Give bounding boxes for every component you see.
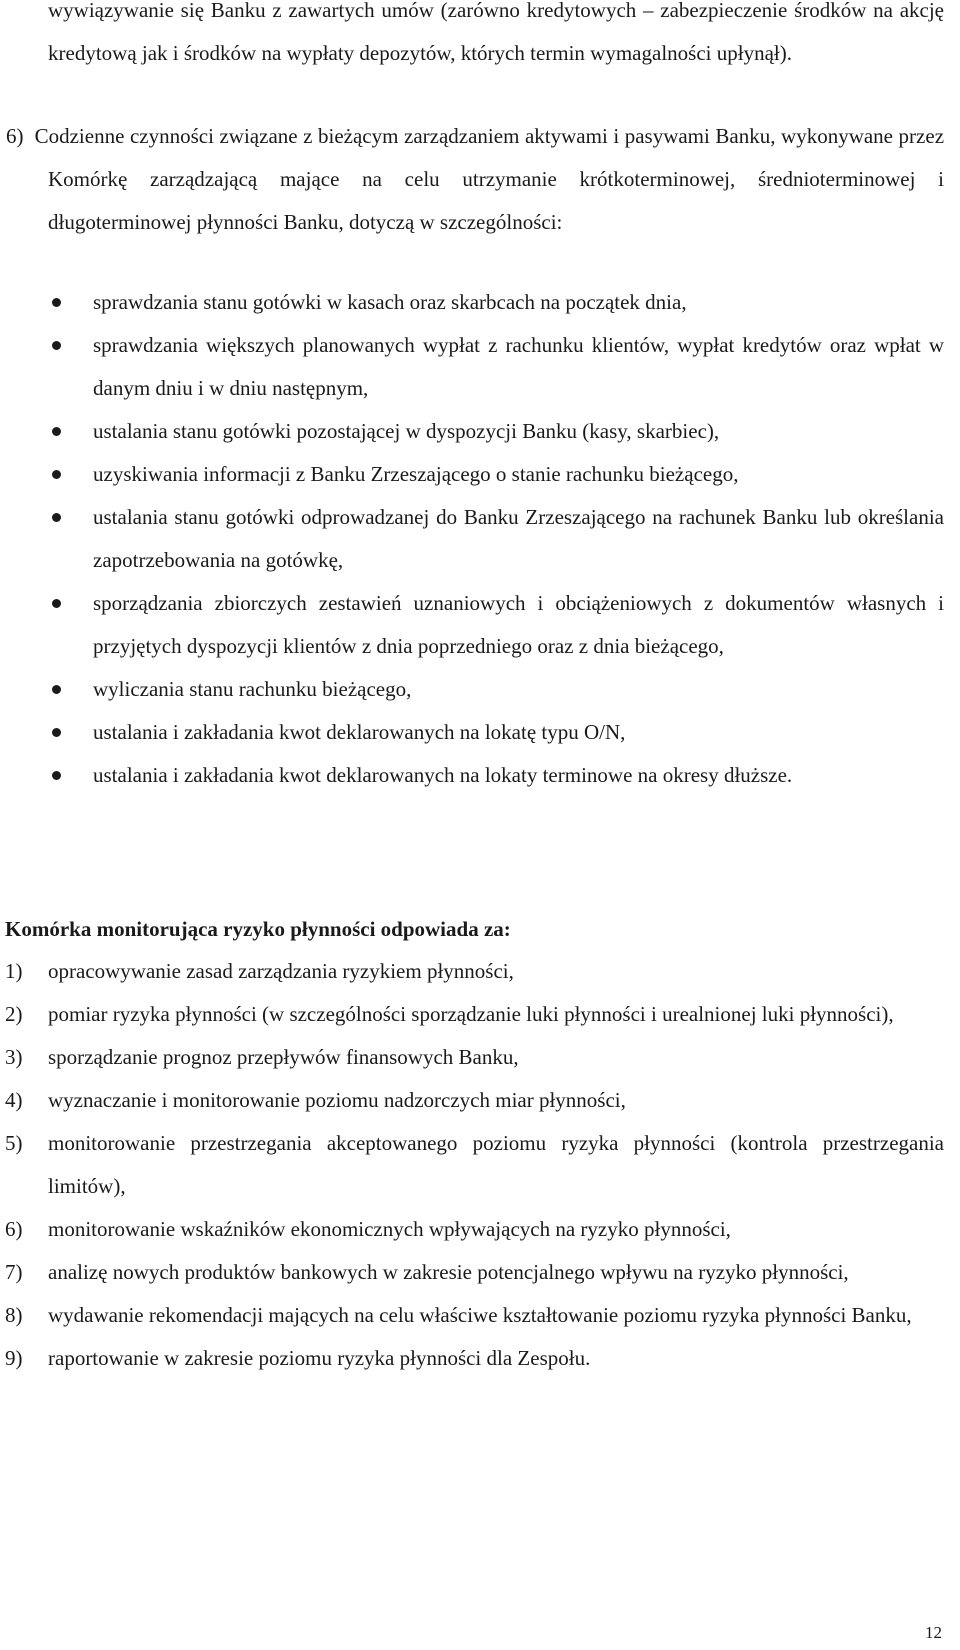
- numbered-item: [0, 1079, 960, 1122]
- bullet-text: ustalania stanu gotówki odprowadzanej do Banku Zrzeszającego na rachunek Banku lub określania zapotrzebowania na gotówkę,: [93, 505, 944, 572]
- item-number: 6): [5, 1217, 23, 1241]
- intro-paragraph: wywiązywanie się Banku z zawartych umów (zarówno kredytowych – zabezpieczenie środków na akcję kredytową jak i środków na wypłaty depozytów, których termin wymagalności upłynął).: [48, 0, 944, 65]
- numbered-item: [0, 1294, 960, 1337]
- item-6-text: Codzienne czynności związane z bieżącym zarządzaniem aktywami i pasywami Banku, wykonywane przez Komórkę zarządzającą mające na celu utrzymanie krótkoterminowej, średnioterminowej i długoterminowej płynności Banku, dotyczą w szczególności:: [34, 124, 945, 234]
- bullet-text: uzyskiwania informacji z Banku Zrzeszającego o stanie rachunku bieżącego,: [93, 462, 739, 486]
- numbered-list: [0, 950, 960, 1380]
- bullet-icon: [52, 513, 61, 522]
- bullet-item: [0, 668, 960, 711]
- bullet-item: [0, 281, 960, 324]
- numbered-item: [0, 1337, 960, 1380]
- bullet-item: [0, 453, 960, 496]
- bullet-icon: [52, 470, 61, 479]
- page-number: 12: [925, 1623, 942, 1642]
- bullet-item: [0, 754, 960, 797]
- item-number: 8): [5, 1303, 23, 1327]
- bullet-icon: [52, 341, 61, 350]
- item-text: opracowywanie zasad zarządzania ryzykiem płynności,: [48, 959, 514, 983]
- numbered-item: [0, 1251, 960, 1294]
- bullet-item: [0, 324, 960, 410]
- bullet-text: ustalania stanu gotówki pozostającej w dyspozycji Banku (kasy, skarbiec),: [93, 419, 720, 443]
- item-text: wydawanie rekomendacji mających na celu właściwe kształtowanie poziomu ryzyka płynności Banku,: [48, 1303, 912, 1327]
- bullet-icon: [52, 427, 61, 436]
- bullet-icon: [52, 728, 61, 737]
- bullet-text: ustalania i zakładania kwot deklarowanych na lokatę typu O/N,: [93, 720, 626, 744]
- item-number: 7): [5, 1260, 23, 1284]
- item-number: 4): [5, 1088, 23, 1112]
- item-number: 5): [5, 1131, 23, 1155]
- numbered-item: [0, 950, 960, 993]
- bullet-text: wyliczania stanu rachunku bieżącego,: [93, 677, 412, 701]
- item-text: raportowanie w zakresie poziomu ryzyka płynności dla Zespołu.: [48, 1346, 591, 1370]
- bullet-text: ustalania i zakładania kwot deklarowanych na lokaty terminowe na okresy dłuższe.: [93, 763, 793, 787]
- bullet-text: sprawdzania stanu gotówki w kasach oraz skarbcach na początek dnia,: [93, 290, 687, 314]
- bullet-item: [0, 582, 960, 668]
- numbered-item: [0, 993, 960, 1036]
- bullet-icon: [52, 771, 61, 780]
- item-text: sporządzanie prognoz przepływów finansowych Banku,: [48, 1045, 519, 1069]
- bullet-item: [0, 711, 960, 754]
- numbered-item: [0, 1208, 960, 1251]
- bullet-item: [0, 410, 960, 453]
- item-number: 1): [5, 959, 23, 983]
- item-text: analizę nowych produktów bankowych w zakresie potencjalnego wpływu na ryzyko płynności,: [48, 1260, 849, 1284]
- item-number: 3): [5, 1045, 23, 1069]
- item-6-number: 6): [6, 124, 24, 148]
- item-text: monitorowanie przestrzegania akceptowanego poziomu ryzyka płynności (kontrola przestrzegania limitów),: [48, 1131, 944, 1198]
- item-text: monitorowanie wskaźników ekonomicznych wpływających na ryzyko płynności,: [48, 1217, 731, 1241]
- bullet-icon: [52, 685, 61, 694]
- item-text: wyznaczanie i monitorowanie poziomu nadzorczych miar płynności,: [48, 1088, 626, 1112]
- bullet-list: [0, 281, 960, 797]
- section-heading: Komórka monitorująca ryzyko płynności odpowiada za:: [5, 917, 511, 941]
- bullet-item: [0, 496, 960, 582]
- bullet-icon: [52, 599, 61, 608]
- item-number: 9): [5, 1346, 23, 1370]
- bullet-text: sporządzania zbiorczych zestawień uznaniowych i obciążeniowych z dokumentów własnych i przyjętych dyspozycji klientów z dnia poprzedniego oraz z dnia bieżącego,: [93, 591, 944, 658]
- item-6-paragraph: [6, 115, 945, 244]
- bullet-text: sprawdzania większych planowanych wypłat z rachunku klientów, wypłat kredytów oraz wpłat w danym dniu i w dniu następnym,: [93, 333, 944, 400]
- numbered-item: [0, 1122, 960, 1208]
- item-text: pomiar ryzyka płynności (w szczególności sporządzanie luki płynności i urealnionej luki płynności),: [48, 1002, 894, 1026]
- bullet-icon: [52, 298, 61, 307]
- item-number: 2): [5, 1002, 23, 1026]
- numbered-item: [0, 1036, 960, 1079]
